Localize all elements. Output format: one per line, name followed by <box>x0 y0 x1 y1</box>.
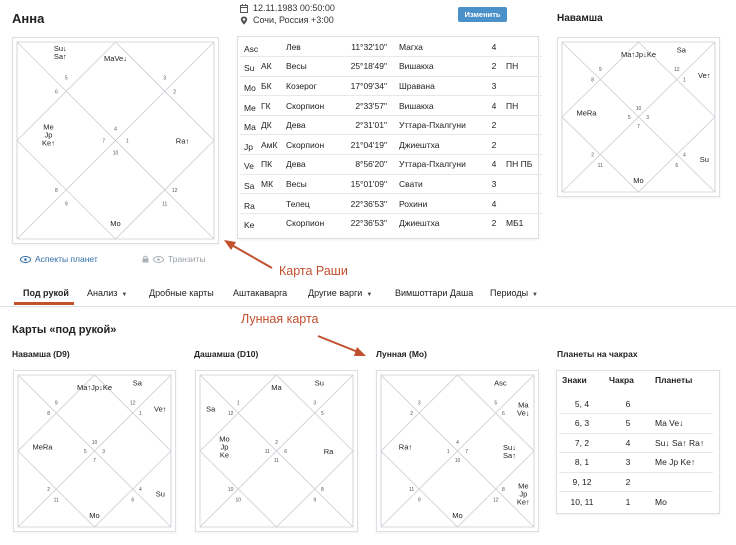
chart-planet-label: Mo <box>219 434 230 444</box>
planet-cell: Ve <box>240 155 261 175</box>
chart-sign-number: 11 <box>264 449 270 455</box>
planet-cell: Su <box>240 57 261 77</box>
transits-link-label: Транзиты <box>168 254 206 264</box>
chart-planet-label: Sa↑ <box>53 51 67 61</box>
planet-cell: Свати <box>399 174 486 194</box>
planet-cell: 2 <box>486 115 502 135</box>
chart-planet-label: Me <box>518 481 529 491</box>
chart-sign-number: 4 <box>114 126 117 133</box>
arrow-lunar <box>318 336 366 356</box>
chart-sign-number: 7 <box>465 449 469 455</box>
chart-sign-number: 8 <box>321 487 324 493</box>
planet-cell: Рохини <box>399 194 486 214</box>
planet-cell: 4 <box>486 37 502 57</box>
planet-cell: Шравана <box>399 76 486 96</box>
chart-planet-label: Sa <box>132 378 142 388</box>
planet-cell: Ra <box>240 194 261 214</box>
chart-grid <box>14 371 175 531</box>
chakra-cell: 2 <box>605 472 651 492</box>
chakra-row <box>559 414 713 434</box>
chart-sign-number: 5 <box>321 411 324 417</box>
aspects-link-label: Аспекты планет <box>35 254 98 264</box>
chart-sign-number: 7 <box>637 124 640 130</box>
planet-cell: 8°56'20" <box>339 155 399 175</box>
planet-cell: 2 <box>491 218 497 229</box>
chart-sign-number: 6 <box>131 497 135 504</box>
planet-cell: Весы <box>286 57 339 77</box>
chart-planet-label: MaVe↓ <box>104 53 127 63</box>
chakra-title: Планеты на чакрах <box>557 349 638 359</box>
planet-cell: Jp <box>240 135 261 155</box>
planet-cell: 2°33'57" <box>339 96 399 116</box>
planet-cell: АмК <box>261 135 286 155</box>
chakra-cell: Ma Ve↓ <box>651 414 713 434</box>
tab-ashtakavarga[interactable]: Аштакаварга <box>233 288 288 298</box>
chart-planet-label: Su <box>699 155 709 164</box>
moon-chart <box>376 370 539 532</box>
tab-divisional-charts[interactable]: Дробные карты <box>149 288 214 298</box>
chart-sign-number: 11 <box>273 458 280 465</box>
profile-name: Анна <box>12 11 45 26</box>
planet-cell: 17°09'34" <box>339 76 399 96</box>
navamsha-title: Навамша <box>557 13 603 24</box>
planet-cell: 4 <box>486 155 502 175</box>
planet-cell: Дева <box>286 115 339 135</box>
planet-cell: Джиештха <box>399 218 440 229</box>
planet-cell: 3 <box>486 76 502 96</box>
planet-cell: Козерог <box>286 76 339 96</box>
planet-cell: Телец <box>286 194 339 214</box>
chart-sign-number: 10 <box>235 497 242 504</box>
d10-title: Дашамша (D10) <box>194 349 259 359</box>
planet-cell: Джиештха <box>399 135 486 155</box>
chart-sign-number: 4 <box>139 487 142 493</box>
planet-cell: Дева <box>286 155 339 175</box>
chakra-cell: 9, 12 <box>559 472 605 492</box>
planet-cell: ПН <box>502 96 542 116</box>
planet-cell: ДК <box>261 115 286 135</box>
chakra-cell <box>651 472 713 492</box>
tab-bar <box>0 283 736 307</box>
planet-cell: 22°36'53" <box>350 218 387 229</box>
chart-sign-number: 5 <box>83 449 87 455</box>
planet-cell: Скорпион <box>286 96 339 116</box>
chart-grid <box>377 371 538 531</box>
chakra-header-chakra: Чакра <box>609 375 634 385</box>
moon-title: Лунная (Mo) <box>376 349 427 359</box>
tab-periods[interactable]: Периоды ▼ <box>490 288 538 298</box>
chakra-cell: 6 <box>605 394 651 414</box>
chart-sign-number: 3 <box>313 400 317 407</box>
chakra-cell: 10, 11 <box>570 496 594 507</box>
chart-sign-number: 3 <box>163 75 167 82</box>
birth-location-text: Сочи, Россия +3:00 <box>253 15 334 25</box>
chakra-row <box>559 492 713 512</box>
planet-cell: 2 <box>486 57 502 77</box>
chart-planet-label: Ma↑Jp↓Ke <box>620 50 657 59</box>
chevron-down-icon: ▼ <box>366 292 373 298</box>
chart-planet-label: Sa↑ <box>503 451 516 460</box>
chart-sign-number: 6 <box>55 89 58 96</box>
chart-sign-number: 11 <box>408 487 415 493</box>
chart-sign-number: 3 <box>102 449 106 455</box>
chart-sign-number: 9 <box>313 497 317 504</box>
chart-sign-number: 6 <box>675 163 679 169</box>
planet-cell: Уттара-Пхалгуни <box>399 115 486 135</box>
chart-planet-label: Su <box>155 489 165 499</box>
chart-sign-number: 6 <box>284 449 288 455</box>
chevron-down-icon: ▼ <box>121 292 128 298</box>
d9-title: Навамша (D9) <box>12 349 70 359</box>
chart-planet-label: MeRa <box>576 108 597 118</box>
chart-sign-number: 1 <box>236 400 240 407</box>
chart-sign-number: 9 <box>598 67 602 73</box>
planet-cell: Sa <box>240 174 261 194</box>
planet-cell: Mo <box>240 76 261 96</box>
chart-sign-number: 11 <box>597 163 603 169</box>
planet-cell: БК <box>261 76 286 96</box>
planet-cell: Магха <box>399 37 486 57</box>
planet-cell: Ke <box>244 220 255 231</box>
chart-planet-label: Asc <box>494 378 507 388</box>
chart-sign-number: 2 <box>410 411 413 417</box>
chart-planet-label: MeRa <box>32 442 53 452</box>
chakra-row <box>559 453 713 473</box>
tab-active-underline <box>14 302 74 305</box>
chart-sign-number: 12 <box>492 497 499 504</box>
chart-sign-number: 10 <box>112 150 119 157</box>
planet-cell: ПН <box>502 57 542 77</box>
chart-grid <box>196 371 357 531</box>
chart-planet-label: Ra↑ <box>398 442 413 452</box>
chart-sign-number: 5 <box>494 400 498 407</box>
planet-cell: МК <box>261 174 286 194</box>
planet-cell: АК <box>261 57 286 77</box>
planet-cell: Asc <box>240 37 261 57</box>
chakra-row <box>559 394 713 414</box>
chart-sign-number: 9 <box>417 497 421 504</box>
planet-cell: 25°18'49" <box>339 57 399 77</box>
chart-planet-label: Jp <box>44 130 53 140</box>
tab-other-vargas[interactable]: Другие варги ▼ <box>308 288 373 298</box>
chart-sign-number: 1 <box>125 138 129 145</box>
planet-cell: ГК <box>261 96 286 116</box>
chart-sign-number: 12 <box>129 400 136 407</box>
chakra-cell: 1 <box>625 496 631 507</box>
chart-planet-label: Su↓ <box>503 443 516 452</box>
chakra-cell: 7, 2 <box>559 433 605 453</box>
chart-sign-number: 7 <box>102 138 106 145</box>
chart-sign-number: 7 <box>93 458 96 465</box>
chart-sign-number: 2 <box>591 152 594 159</box>
chart-sign-number: 8 <box>502 487 505 493</box>
chakra-cell: 4 <box>605 433 651 453</box>
chart-sign-number: 8 <box>591 77 594 84</box>
planet-cell: МБ1 <box>506 218 524 229</box>
chakra-cell: 6, 3 <box>559 414 605 434</box>
chart-planet-label: Me <box>43 122 54 132</box>
chart-planet-label: Sa <box>676 45 686 55</box>
chart-planet-label: Ke↑ <box>516 497 530 507</box>
planet-cell: 4 <box>486 96 502 116</box>
chart-planet-label: Sa <box>206 404 216 414</box>
chart-planet-label: Ra↑ <box>175 136 190 146</box>
chart-sign-number: 12 <box>171 187 178 194</box>
chart-sign-number: 2 <box>173 89 176 96</box>
chart-planet-label: Ma <box>518 400 529 410</box>
planet-cell: Уттара-Пхалгуни <box>399 155 486 175</box>
chart-sign-number: 9 <box>64 201 68 208</box>
chakra-cell: Su↓ Sa↑ Ra↑ <box>651 433 713 453</box>
chart-sign-number: 10 <box>91 439 98 446</box>
chart-planet-label: Su↓ <box>53 43 67 53</box>
chakra-cell: 8, 1 <box>559 453 605 473</box>
chart-sign-number: 6 <box>502 411 505 417</box>
chart-sign-number: 2 <box>275 439 278 446</box>
planet-cell: 4 <box>486 194 502 214</box>
planet-cell: 2°31'01" <box>339 115 399 135</box>
chart-sign-number: 1 <box>683 77 686 84</box>
chart-sign-number: 10 <box>227 487 234 493</box>
chart-planet-label: Ve↓ <box>517 408 530 418</box>
chart-sign-number: 12 <box>673 67 680 73</box>
chart-sign-number: 10 <box>635 106 642 112</box>
chart-sign-number: 5 <box>627 115 631 121</box>
chart-sign-number: 2 <box>47 487 50 493</box>
chart-planet-label: Ra <box>323 447 334 456</box>
chart-sign-number: 8 <box>47 411 50 417</box>
birth-datetime-text: 12.11.1983 00:50:00 <box>253 3 335 13</box>
chakra-row <box>559 472 713 492</box>
chart-sign-number: 4 <box>456 439 459 446</box>
chart-planet-label: Mo <box>633 176 644 185</box>
planet-cell: Скорпион <box>286 218 325 229</box>
chart-sign-number: 12 <box>227 411 234 417</box>
planet-cell: 3 <box>486 174 502 194</box>
chart-planet-label: Jp <box>519 489 528 499</box>
d10-chart <box>195 370 358 532</box>
planet-cell: ПК <box>261 155 286 175</box>
chart-sign-number: 11 <box>162 201 168 208</box>
chakra-cell <box>651 394 713 414</box>
chart-planet-label: Ma↑Jp↓Ke <box>76 383 113 393</box>
chakra-row <box>559 433 713 453</box>
chart-sign-number: 8 <box>55 187 58 194</box>
chakra-cell: Me Jp Ke↑ <box>651 453 713 473</box>
tab-handy[interactable]: Под рукой <box>23 288 69 298</box>
chart-sign-number: 5 <box>64 75 68 82</box>
planet-cell: Весы <box>286 174 339 194</box>
annotation-rashi: Карта Раши <box>279 264 348 278</box>
tab-vimshottari-dasha[interactable]: Вимшоттари Даша <box>395 288 474 298</box>
planet-cell: 2 <box>486 135 502 155</box>
chart-sign-number: 1 <box>139 411 142 417</box>
planet-cell: 22°36'53" <box>339 194 399 214</box>
planet-cell: Me <box>240 96 261 116</box>
chart-planet-label: Ke <box>219 450 230 460</box>
annotation-lunar: Лунная карта <box>241 312 319 326</box>
arrow-rashi <box>224 240 272 268</box>
chart-planet-label: Ke↑ <box>42 138 55 148</box>
planet-cell: Ma <box>240 115 261 135</box>
planet-cell: 21°04'19" <box>339 135 399 155</box>
chart-sign-number: 10 <box>454 458 461 465</box>
planet-cell: Лев <box>286 37 339 57</box>
planet-cell: Вишакха <box>399 96 486 116</box>
chart-planet-label: Ma <box>271 383 282 393</box>
handy-section-title: Карты «под рукой» <box>12 324 117 336</box>
change-button[interactable]: Изменить <box>458 7 507 22</box>
chakra-table <box>559 394 713 511</box>
chart-planet-label: Ve↑ <box>698 71 711 80</box>
chakra-header-signs: Знаки <box>562 375 587 385</box>
tab-analysis[interactable]: Анализ ▼ <box>87 288 128 298</box>
chakra-cell: 5 <box>605 414 651 434</box>
chart-sign-number: 11 <box>53 497 59 504</box>
chevron-down-icon: ▼ <box>532 292 538 298</box>
chart-planet-label: Ve↑ <box>154 404 167 414</box>
chart-sign-number: 4 <box>683 152 686 159</box>
chart-planet-label: Mo <box>89 510 100 520</box>
chart-sign-number: 9 <box>54 400 58 407</box>
d9-chart <box>13 370 176 532</box>
chakra-cell: 3 <box>605 453 651 473</box>
chart-sign-number: 3 <box>417 400 421 407</box>
chart-planet-label: Su <box>314 378 324 388</box>
planet-cell: 11°32'10" <box>339 37 399 57</box>
chakra-header-planets: Планеты <box>655 375 693 385</box>
planet-cell: Скорпион <box>286 135 339 155</box>
chart-sign-number: 1 <box>446 449 450 455</box>
planet-cell: ПН ПБ <box>502 155 542 175</box>
chart-planet-label: Mo <box>452 510 463 520</box>
chakra-cell: Mo <box>655 496 667 507</box>
chart-planet-label: Mo <box>110 219 121 229</box>
chakra-cell: 5, 4 <box>559 394 605 414</box>
chart-sign-number: 3 <box>646 115 650 121</box>
planet-cell: Вишакха <box>399 57 486 77</box>
planet-cell: 15°01'09" <box>339 174 399 194</box>
chart-planet-label: Jp <box>220 442 229 452</box>
